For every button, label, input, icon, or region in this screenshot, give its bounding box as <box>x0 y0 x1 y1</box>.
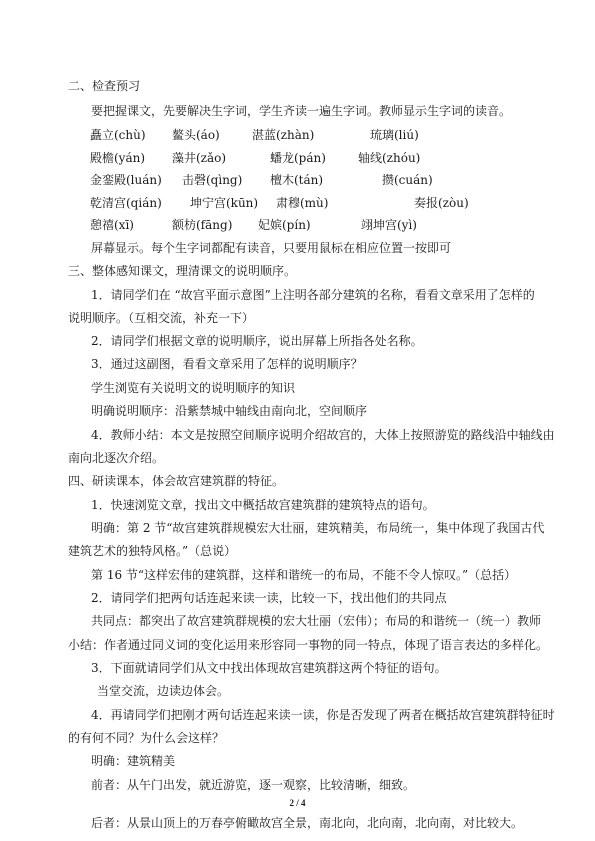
paragraph: 小结：作者通过同义词的变化运用来形容同一事物的同一特点，体现了语言表达的多样化。 <box>68 638 549 652</box>
paragraph: 要把握课文，先要解决生字词，学生齐读一遍生字词。教师显示生字词的读音。 <box>91 104 512 118</box>
paragraph: 明确：第 2 节“故宫建筑群规模宏大壮丽，建筑精美，布局统一，集中体现了我国古代 <box>91 521 545 535</box>
page-number: 2 / 4 <box>289 798 306 808</box>
paragraph: 学生浏览有关说明文的说明顺序的知识 <box>91 381 296 395</box>
vocab-item: 奏报(zòu) <box>414 196 469 210</box>
vocab-item: 轴线(zhóu) <box>358 151 421 165</box>
paragraph: 1．快速浏览文章，找出文中概括故宫建筑群的建筑特点的语句。 <box>91 498 435 512</box>
paragraph: 明确：建筑精美 <box>91 754 176 768</box>
vocab-item: 矗立(chù) <box>90 128 146 142</box>
paragraph: 后者：从景山顶上的万春亭俯瞰故宫全景，南北向，北向南，北向南，对比较大。 <box>91 816 524 830</box>
paragraph: 4．再请同学们把刚才两句话连起来读一读，你是否发现了两者在概括故宫建筑群特征时 <box>91 708 555 722</box>
paragraph: 的有何不同？为什么会这样？ <box>68 731 225 745</box>
vocab-item: 金銮殿(luán) <box>90 173 162 187</box>
vocab-item: 肃穆(mù) <box>276 196 329 210</box>
vocab-item: 鳌头(áo) <box>172 128 220 142</box>
vocab-item: 憩禧(xī) <box>90 218 134 232</box>
paragraph: 建筑艺术的独特风格。”（总说） <box>68 544 237 558</box>
vocab-item: 湛蓝(zhàn) <box>252 128 315 142</box>
vocab-item: 额枋(fāng) <box>172 218 233 232</box>
vocab-item: 翊坤宫(yì) <box>361 218 417 232</box>
paragraph: 第 16 节“这样宏伟的建筑群，这样和谐统一的布局，不能不令人惊叹。”（总括） <box>91 568 517 582</box>
section-heading-2: 二、检查预习 <box>68 79 141 93</box>
vocab-item: 殿檐(yán) <box>90 151 146 165</box>
paragraph: 共同点：都突出了故宫建筑群规模的宏大壮丽（宏伟）；布局的和谐统一（统一）教师 <box>91 614 542 628</box>
paragraph: 前者：从午门出发，就近游览，逐一观察，比较清晰，细致。 <box>91 778 416 792</box>
vocab-item: 妃嫔(pín) <box>258 218 311 232</box>
paragraph: 3．下面就请同学们从文中找出体现故宫建筑群这两个特征的语句。 <box>91 661 447 675</box>
paragraph: 南向北逐次介绍。 <box>68 451 165 465</box>
paragraph: 4．教师小结：本文是按照空间顺序说明介绍故宫的，大体上按照游览的路线沿中轴线由 <box>91 428 555 442</box>
paragraph: 2．请同学们把两句话连起来读一读，比较一下，找出他们的共同点 <box>91 591 447 605</box>
vocab-item: 檀木(tán) <box>270 173 324 187</box>
vocab-item: 乾清宫(qián) <box>90 196 162 210</box>
vocab-item: 击磬(qìng) <box>182 173 243 187</box>
paragraph: 屏幕显示。每个生字词都配有读音，只要用鼠标在相应位置一按即可 <box>91 241 452 255</box>
vocab-item: 坤宁宫(kūn) <box>190 196 259 210</box>
section-heading-3: 三、整体感知课文，理清课文的说明顺序。 <box>68 264 297 278</box>
paragraph: 说明顺序。（互相交流，补充一下） <box>68 311 255 325</box>
paragraph: 明确说明顺序：沿紫禁城中轴线由南向北，空间顺序 <box>91 404 368 418</box>
section-heading-4: 四、研读课本，体会故宫建筑群的特征。 <box>68 474 285 488</box>
paragraph: 2．请同学们根据文章的说明顺序，说出屏幕上所指各处名称。 <box>91 334 423 348</box>
vocab-item: 蟠龙(pán) <box>270 151 326 165</box>
paragraph: 1．请同学们在 “故宫平面示意图”上注明各部分建筑的名称，看看文章采用了怎样的 <box>91 288 535 302</box>
vocab-item: 攒(cuán) <box>382 173 433 187</box>
paragraph: 3．通过这副图，看看文章采用了怎样的说明顺序？ <box>91 357 363 371</box>
vocab-item: 藻井(zǎo) <box>172 151 227 165</box>
vocab-item: 琉璃(liú) <box>370 128 419 142</box>
paragraph: 当堂交流，边读边体会。 <box>97 684 230 698</box>
